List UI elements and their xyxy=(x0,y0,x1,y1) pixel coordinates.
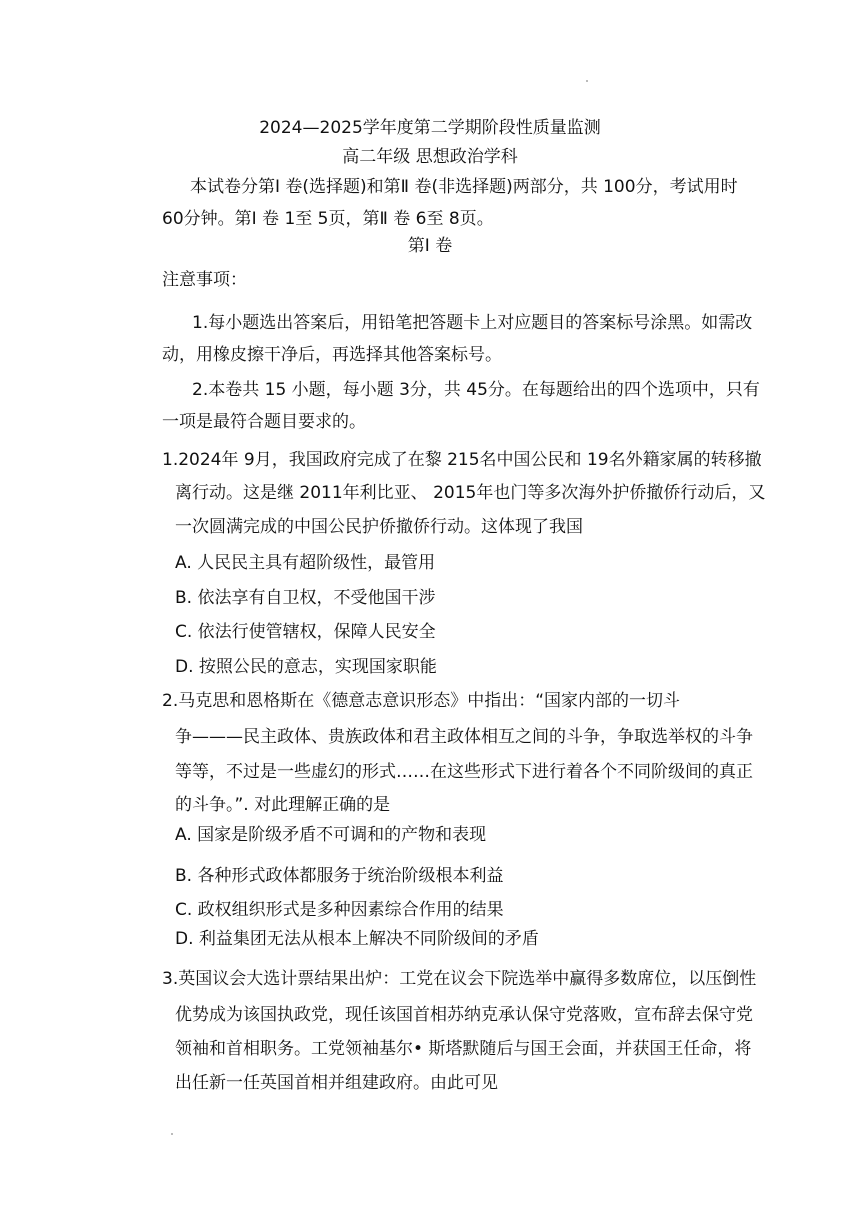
question-1-stem-line-2: 离行动。这是继 2011年利比亚、 2015年也门等多次海外护侨撤侨行动后，又 xyxy=(175,483,766,503)
scan-speck-top xyxy=(586,80,588,82)
question-1-option-d[interactable]: D. 按照公民的意志，实现国家职能 xyxy=(175,657,437,677)
intro-line-1: 本试卷分第Ⅰ 卷(选择题)和第Ⅱ 卷(非选择题)两部分，共 100分，考试用时 xyxy=(190,177,738,197)
question-3-stem-line-3: 领袖和首相职务。工党领袖基尔• 斯塔默随后与国王会面，并获国王任命，将 xyxy=(175,1039,752,1059)
question-2-stem-line-1: 2.马克思和恩格斯在《德意志意识形态》中指出：“国家内部的一切斗 xyxy=(162,691,681,711)
note-1-line-2: 动，用橡皮擦干净后，再选择其他答案标号。 xyxy=(162,345,502,365)
question-2-option-a[interactable]: A. 国家是阶级矛盾不可调和的产物和表现 xyxy=(175,825,487,845)
question-2-option-d[interactable]: D. 利益集团无法从根本上解决不同阶级间的矛盾 xyxy=(175,929,539,949)
question-3-stem-line-1: 3.英国议会大选计票结果出炉：工党在议会下院选举中赢得多数席位，以压倒性 xyxy=(162,969,757,989)
question-1-option-a[interactable]: A. 人民民主具有超阶级性，最管用 xyxy=(175,553,436,573)
exam-title: 2024—2025学年度第二学期阶段性质量监测 xyxy=(259,118,601,138)
exam-subtitle: 高二年级 思想政治学科 xyxy=(342,147,518,167)
question-1-option-b[interactable]: B. 依法享有自卫权，不受他国干涉 xyxy=(175,588,436,608)
question-2-stem-line-2: 争———民主政体、贵族政体和君主政体相互之间的斗争，争取选举权的斗争 xyxy=(175,727,753,747)
note-2-line-2: 一项是最符合题目要求的。 xyxy=(162,412,366,432)
question-2-option-b[interactable]: B. 各种形式政体都服务于统治阶级根本利益 xyxy=(175,866,504,886)
question-1-stem-line-3: 一次圆满完成的中国公民护侨撤侨行动。这体现了我国 xyxy=(175,517,583,537)
note-1-line-1: 1.每小题选出答案后，用铅笔把答题卡上对应题目的答案标号涂黑。如需改 xyxy=(192,313,753,333)
section-heading: 第Ⅰ 卷 xyxy=(407,236,453,256)
note-2-line-1: 2.本卷共 15 小题，每小题 3分，共 45分。在每题给出的四个选项中，只有 xyxy=(192,380,760,400)
intro-line-2: 60分钟。第Ⅰ 卷 1至 5页，第Ⅱ 卷 6至 8页。 xyxy=(162,209,494,229)
question-3-stem-line-4: 出任新一任英国首相并组建政府。由此可见 xyxy=(175,1073,498,1093)
question-2-option-c[interactable]: C. 政权组织形式是多种因素综合作用的结果 xyxy=(175,900,504,920)
question-2-stem-line-3: 等等，不过是一些虚幻的形式……在这些形式下进行着各个不同阶级间的真正 xyxy=(175,762,753,782)
question-1-option-c[interactable]: C. 依法行使管辖权，保障人民安全 xyxy=(175,622,436,642)
question-1-stem-line-1: 1.2024年 9月，我国政府完成了在黎 215名中国公民和 19名外籍家属的转移撤 xyxy=(162,450,762,470)
scan-speck-bottom xyxy=(171,1133,173,1135)
question-3-stem-line-2: 优势成为该国执政党，现任该国首相苏纳克承认保守党落败，宣布辞去保守党 xyxy=(175,1005,753,1025)
notes-heading: 注意事项： xyxy=(162,270,247,290)
question-2-stem-line-4: 的斗争。”. 对此理解正确的是 xyxy=(175,795,391,815)
